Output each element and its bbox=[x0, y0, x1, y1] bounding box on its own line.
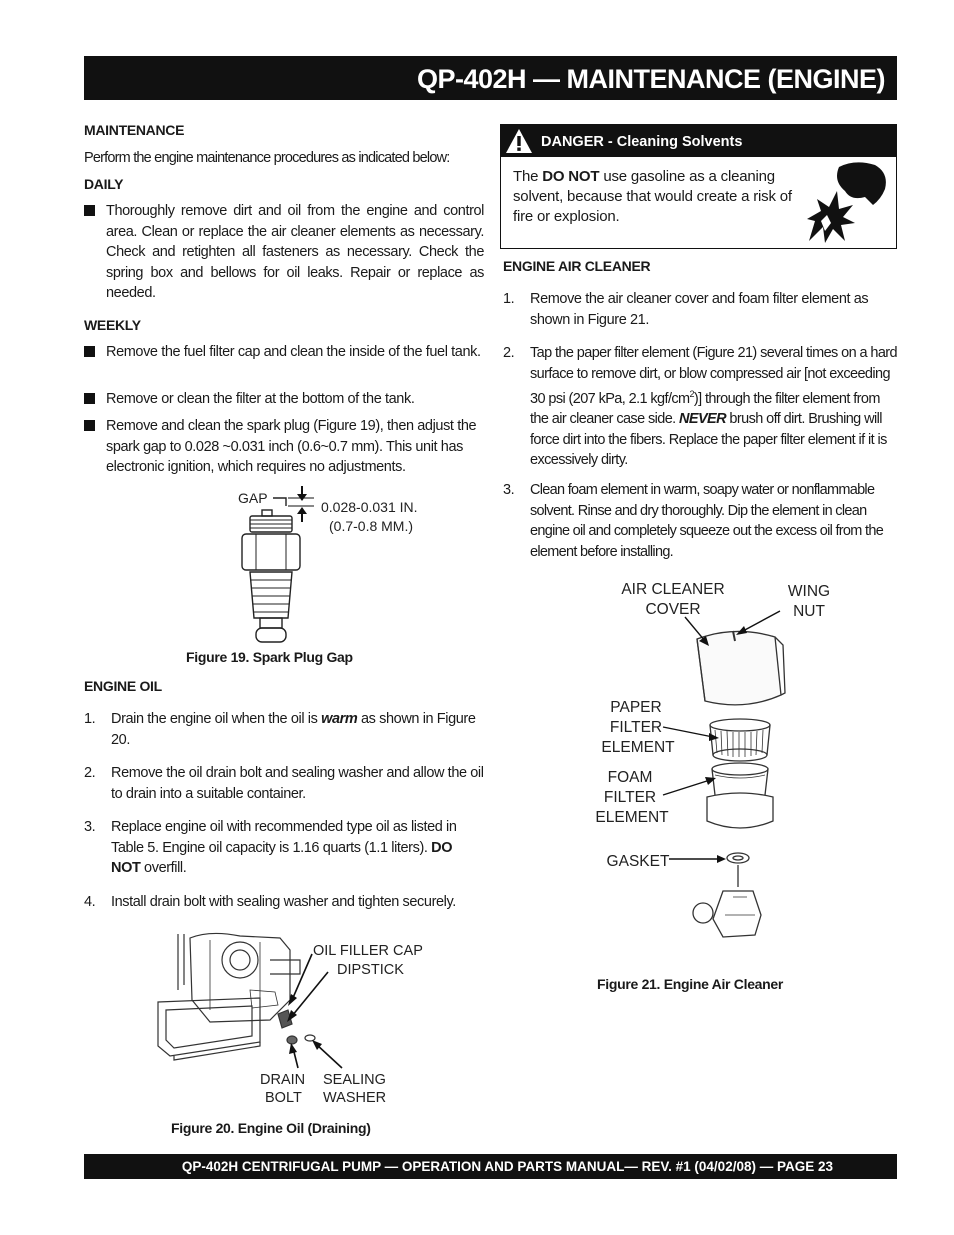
oil-step-text: Install drain bolt with sealing washer and tighten securely. bbox=[111, 894, 456, 910]
washer-label: WASHER bbox=[323, 1090, 387, 1106]
gap-inch-label: 0.028-0.031 IN. bbox=[321, 499, 418, 515]
weekly-item-text: Remove the fuel filter cap and clean the inside of the fuel tank. bbox=[106, 344, 481, 360]
gap-mm-label: (0.7-0.8 MM.) bbox=[329, 518, 414, 534]
step-number: 3. bbox=[84, 819, 96, 835]
oil-filler-cap-label: OIL FILLER CAP bbox=[313, 943, 423, 959]
oil-step bbox=[84, 709, 484, 750]
figure-21-caption: Figure 21. Engine Air Cleaner bbox=[597, 976, 784, 992]
wing-nut-label-2: NUT bbox=[793, 603, 825, 620]
weekly-heading: WEEKLY bbox=[84, 317, 141, 333]
danger-text: The DO NOT use gasoline as a cleaning solvent, because that would create a risk of fire or explosion. bbox=[513, 168, 792, 225]
step-number: 2. bbox=[503, 345, 515, 361]
oil-step bbox=[84, 892, 484, 913]
air-step-text: Tap the paper filter element (Figure 21) several times on a hard surface to remove dirt, or blow compressed air [not exceeding 30 psi (207 kPa, 2.1 kgf/$cm^2$)] through the filter element from the air cleaner case side. NEVER brush off dirt. Brushing will force dirt into the fibers. Replace the paper filter element if it is excessively dirty. bbox=[530, 345, 897, 469]
air-step bbox=[503, 289, 899, 330]
oil-step bbox=[84, 817, 484, 879]
gap-label: GAP bbox=[238, 490, 268, 506]
oil-step-text: Remove the oil drain bolt and sealing washer and allow the oil to drain into a suitable container. bbox=[111, 765, 484, 802]
engine-oil-figure bbox=[150, 930, 450, 1110]
oil-step-text: Drain the engine oil when the oil is warm as shown in Figure 20. bbox=[111, 711, 476, 748]
maintenance-intro: Perform the engine maintenance procedures as indicated below: bbox=[84, 150, 450, 166]
weekly-item-text: Remove or clean the filter at the bottom of the tank. bbox=[106, 391, 415, 407]
step-number: 4. bbox=[84, 894, 96, 910]
daily-heading: DAILY bbox=[84, 176, 124, 192]
air-step bbox=[503, 343, 899, 471]
bolt-label: BOLT bbox=[265, 1090, 302, 1106]
danger-title: DANGER - Cleaning Solvents bbox=[541, 134, 743, 150]
step-number: 3. bbox=[503, 482, 515, 498]
danger-box bbox=[500, 124, 897, 249]
air-step-text: Clean foam element in warm, soapy water or nonflammable solvent. Rinse and dry thoroughly. Dip the element in clean engine oil and completely squeeze out the excess oil from the element before installing. bbox=[530, 482, 884, 560]
bullet-square-icon bbox=[84, 389, 106, 411]
page-footer: QP-402H CENTRIFUGAL PUMP — OPERATION AND PARTS MANUAL— REV. #1 (04/02/08) — PAGE 23 bbox=[84, 1154, 897, 1179]
step-number: 1. bbox=[503, 291, 515, 307]
paper-filter-label-2: FILTER bbox=[609, 719, 663, 736]
dipstick-label: DIPSTICK bbox=[337, 962, 404, 978]
bullet-square-icon bbox=[84, 201, 106, 304]
air-step-text: Remove the air cleaner cover and foam filter element as shown in Figure 21. bbox=[530, 291, 869, 328]
air-cleaner-heading: ENGINE AIR CLEANER bbox=[503, 258, 651, 274]
foam-filter-label-2: FILTER bbox=[603, 789, 657, 806]
step-number: 2. bbox=[84, 765, 96, 781]
maintenance-heading: MAINTENANCE bbox=[84, 122, 185, 138]
weekly-item bbox=[84, 389, 484, 411]
spark-plug-figure bbox=[226, 484, 456, 646]
air-step bbox=[503, 480, 899, 562]
daily-item-text: Thoroughly remove dirt and oil from the engine and control area. Clean or replace the air cleaner elements as necessary. Check and retighten all fasteners as necessary. Check the spring box and bellows for oil leaks. Repair or replace as needed. bbox=[106, 203, 484, 301]
oil-step bbox=[84, 763, 484, 804]
figure-20-caption: Figure 20. Engine Oil (Draining) bbox=[171, 1120, 371, 1136]
sealing-label: SEALING bbox=[323, 1072, 386, 1088]
figure-19-caption: Figure 19. Spark Plug Gap bbox=[186, 649, 353, 665]
paper-filter-label-3: ELEMENT bbox=[601, 739, 675, 756]
engine-oil-heading: ENGINE OIL bbox=[84, 678, 162, 694]
oil-step-text: Replace engine oil with recommended type oil as listed in Table 5. Engine oil capacity is 1.16 quarts (1.1 liters). DO NOT overfill. bbox=[111, 819, 457, 876]
foam-filter-label: FOAM bbox=[607, 769, 653, 786]
drain-label: DRAIN bbox=[260, 1072, 306, 1088]
wing-nut-label: WING bbox=[787, 583, 831, 600]
gasket-label: GASKET bbox=[606, 853, 670, 870]
page-title: QP-402H — MAINTENANCE (ENGINE) bbox=[84, 56, 897, 100]
daily-item bbox=[84, 201, 484, 304]
air-cleaner-cover-label: AIR CLEANER bbox=[621, 581, 725, 598]
warning-triangle-icon bbox=[505, 128, 533, 154]
explosion-icon bbox=[803, 161, 891, 245]
bullet-square-icon bbox=[84, 342, 106, 364]
paper-filter-label: PAPER bbox=[610, 699, 662, 716]
step-number: 1. bbox=[84, 711, 96, 727]
foam-filter-label-3: ELEMENT bbox=[595, 809, 669, 826]
bullet-square-icon bbox=[84, 416, 106, 478]
air-cleaner-cover-label-2: COVER bbox=[645, 601, 701, 618]
weekly-item-text: Remove and clean the spark plug (Figure 19), then adjust the spark gap to 0.028 ~0.031 inch (0.6~0.7 mm). This unit has electronic ignition, which requires no adjustments. bbox=[106, 418, 477, 475]
danger-header bbox=[501, 125, 896, 157]
weekly-item bbox=[84, 416, 484, 478]
air-cleaner-figure bbox=[585, 575, 845, 955]
weekly-item bbox=[84, 342, 484, 364]
